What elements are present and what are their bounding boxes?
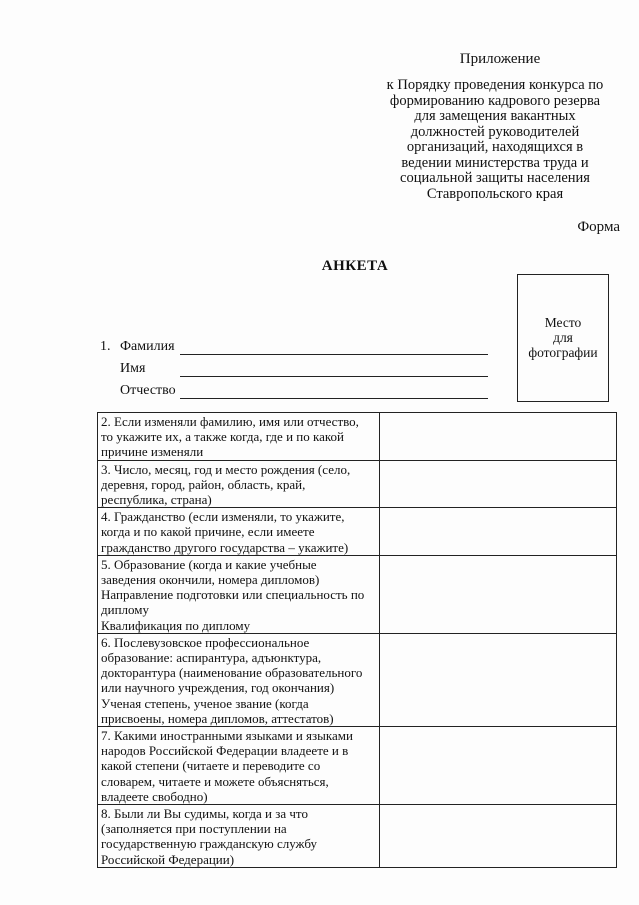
question-line: деревня, город, район, область, край,: [101, 476, 306, 492]
question-line: 7. Какими иностранными языками и языками: [101, 728, 353, 744]
question-cell: [98, 633, 380, 726]
question-line: присвоены, номера дипломов, аттестатов): [101, 710, 334, 726]
question-line: владеете свободно): [101, 788, 208, 804]
answer-cell[interactable]: [379, 460, 616, 508]
question-line: 6. Послевузовское профессиональное: [101, 634, 310, 650]
name-label: Имя: [120, 361, 146, 376]
surname-label: Фамилия: [120, 339, 175, 354]
name-field[interactable]: [180, 376, 488, 377]
table-row: [98, 460, 617, 508]
appendix-text: [360, 78, 630, 202]
question-line: заведения окончили, номера дипломов): [101, 572, 320, 588]
photo-caption: [518, 315, 608, 360]
question-cell: [98, 555, 380, 633]
table-row: [98, 555, 617, 633]
appendix-title: Приложение: [459, 51, 541, 67]
appendix-line: организаций, находящихся в: [406, 139, 584, 155]
question-line: 5. Образование (когда и какие учебные: [101, 556, 317, 572]
question-cell: [98, 413, 380, 461]
question-line: 8. Были ли Вы судимы, когда и за что: [101, 806, 308, 822]
question-line: гражданство другого государства – укажите): [101, 539, 349, 555]
patronymic-field[interactable]: [180, 398, 488, 399]
question-cell: [98, 508, 380, 556]
question-line: когда и по какой причине, если имеете: [101, 524, 315, 540]
appendix-line: формированию кадрового резерва: [389, 92, 601, 109]
question-line: государственную гражданскую службу: [101, 836, 317, 852]
appendix-line: социальной защиты населения: [400, 170, 590, 186]
question-line: докторантура (наименование образовательного: [101, 665, 363, 681]
appendix-line: к Порядку проведения конкурса по: [386, 77, 604, 93]
table-row: [98, 508, 617, 556]
form-label: Форма: [577, 219, 620, 235]
question-line: 3. Число, месяц, год и место рождения (село,: [101, 461, 351, 477]
surname-field[interactable]: [180, 354, 488, 355]
question-line: Ученая степень, ученое звание (когда: [101, 695, 309, 711]
question-line: Квалификация по диплому: [101, 617, 251, 633]
answer-cell[interactable]: [379, 508, 616, 556]
question-line: то укажите их, а также когда, где и по какой: [101, 429, 344, 445]
question-line: причине изменяли: [101, 444, 204, 460]
question-line: 4. Гражданство (если изменяли, то укажите,: [101, 509, 345, 525]
question-line: словарем, читаете и можете объясняться,: [101, 773, 329, 789]
question-line: диплому: [101, 602, 149, 618]
answer-cell[interactable]: [379, 413, 616, 461]
question-line: (заполняется при поступлении на: [101, 821, 287, 837]
question-cell: [98, 460, 380, 508]
answer-cell[interactable]: [379, 555, 616, 633]
table-row: [98, 805, 617, 868]
question-line: Направление подготовки или специальность по: [101, 587, 365, 603]
table-row: [98, 413, 617, 461]
photo-placeholder: [517, 274, 609, 402]
answer-cell[interactable]: [379, 805, 616, 868]
item-number: 1.: [100, 339, 111, 354]
appendix-line: ведении министерства труда и: [401, 154, 589, 171]
question-line: образование: аспирантура, адъюнктура,: [101, 650, 322, 666]
question-line: или научного учреждения, год окончания): [101, 680, 335, 696]
questionnaire-table: [97, 412, 617, 868]
appendix-line: для замещения вакантных: [414, 108, 576, 124]
table-row: [98, 633, 617, 726]
answer-cell[interactable]: [379, 727, 616, 805]
question-line: какой степени (читаете и переводите со: [101, 758, 321, 774]
question-cell: [98, 805, 380, 868]
question-cell: [98, 727, 380, 805]
answer-cell[interactable]: [379, 633, 616, 726]
photo-caption-line: Место: [544, 315, 582, 330]
table-row: [98, 727, 617, 805]
question-line: Российской Федерации): [101, 851, 235, 867]
photo-caption-line: фотографии: [528, 345, 598, 360]
question-line: народов Российской Федерации владеете и в: [101, 743, 349, 759]
question-line: республика, страна): [101, 492, 212, 508]
document-title: АНКЕТА: [321, 258, 389, 274]
appendix-line: должностей руководителей: [410, 123, 580, 140]
photo-caption-line: для: [553, 330, 573, 345]
question-line: 2. Если изменяли фамилию, имя или отчество,: [101, 414, 359, 429]
patronymic-label: Отчество: [120, 383, 176, 398]
appendix-line: Ставропольского края: [426, 185, 564, 202]
